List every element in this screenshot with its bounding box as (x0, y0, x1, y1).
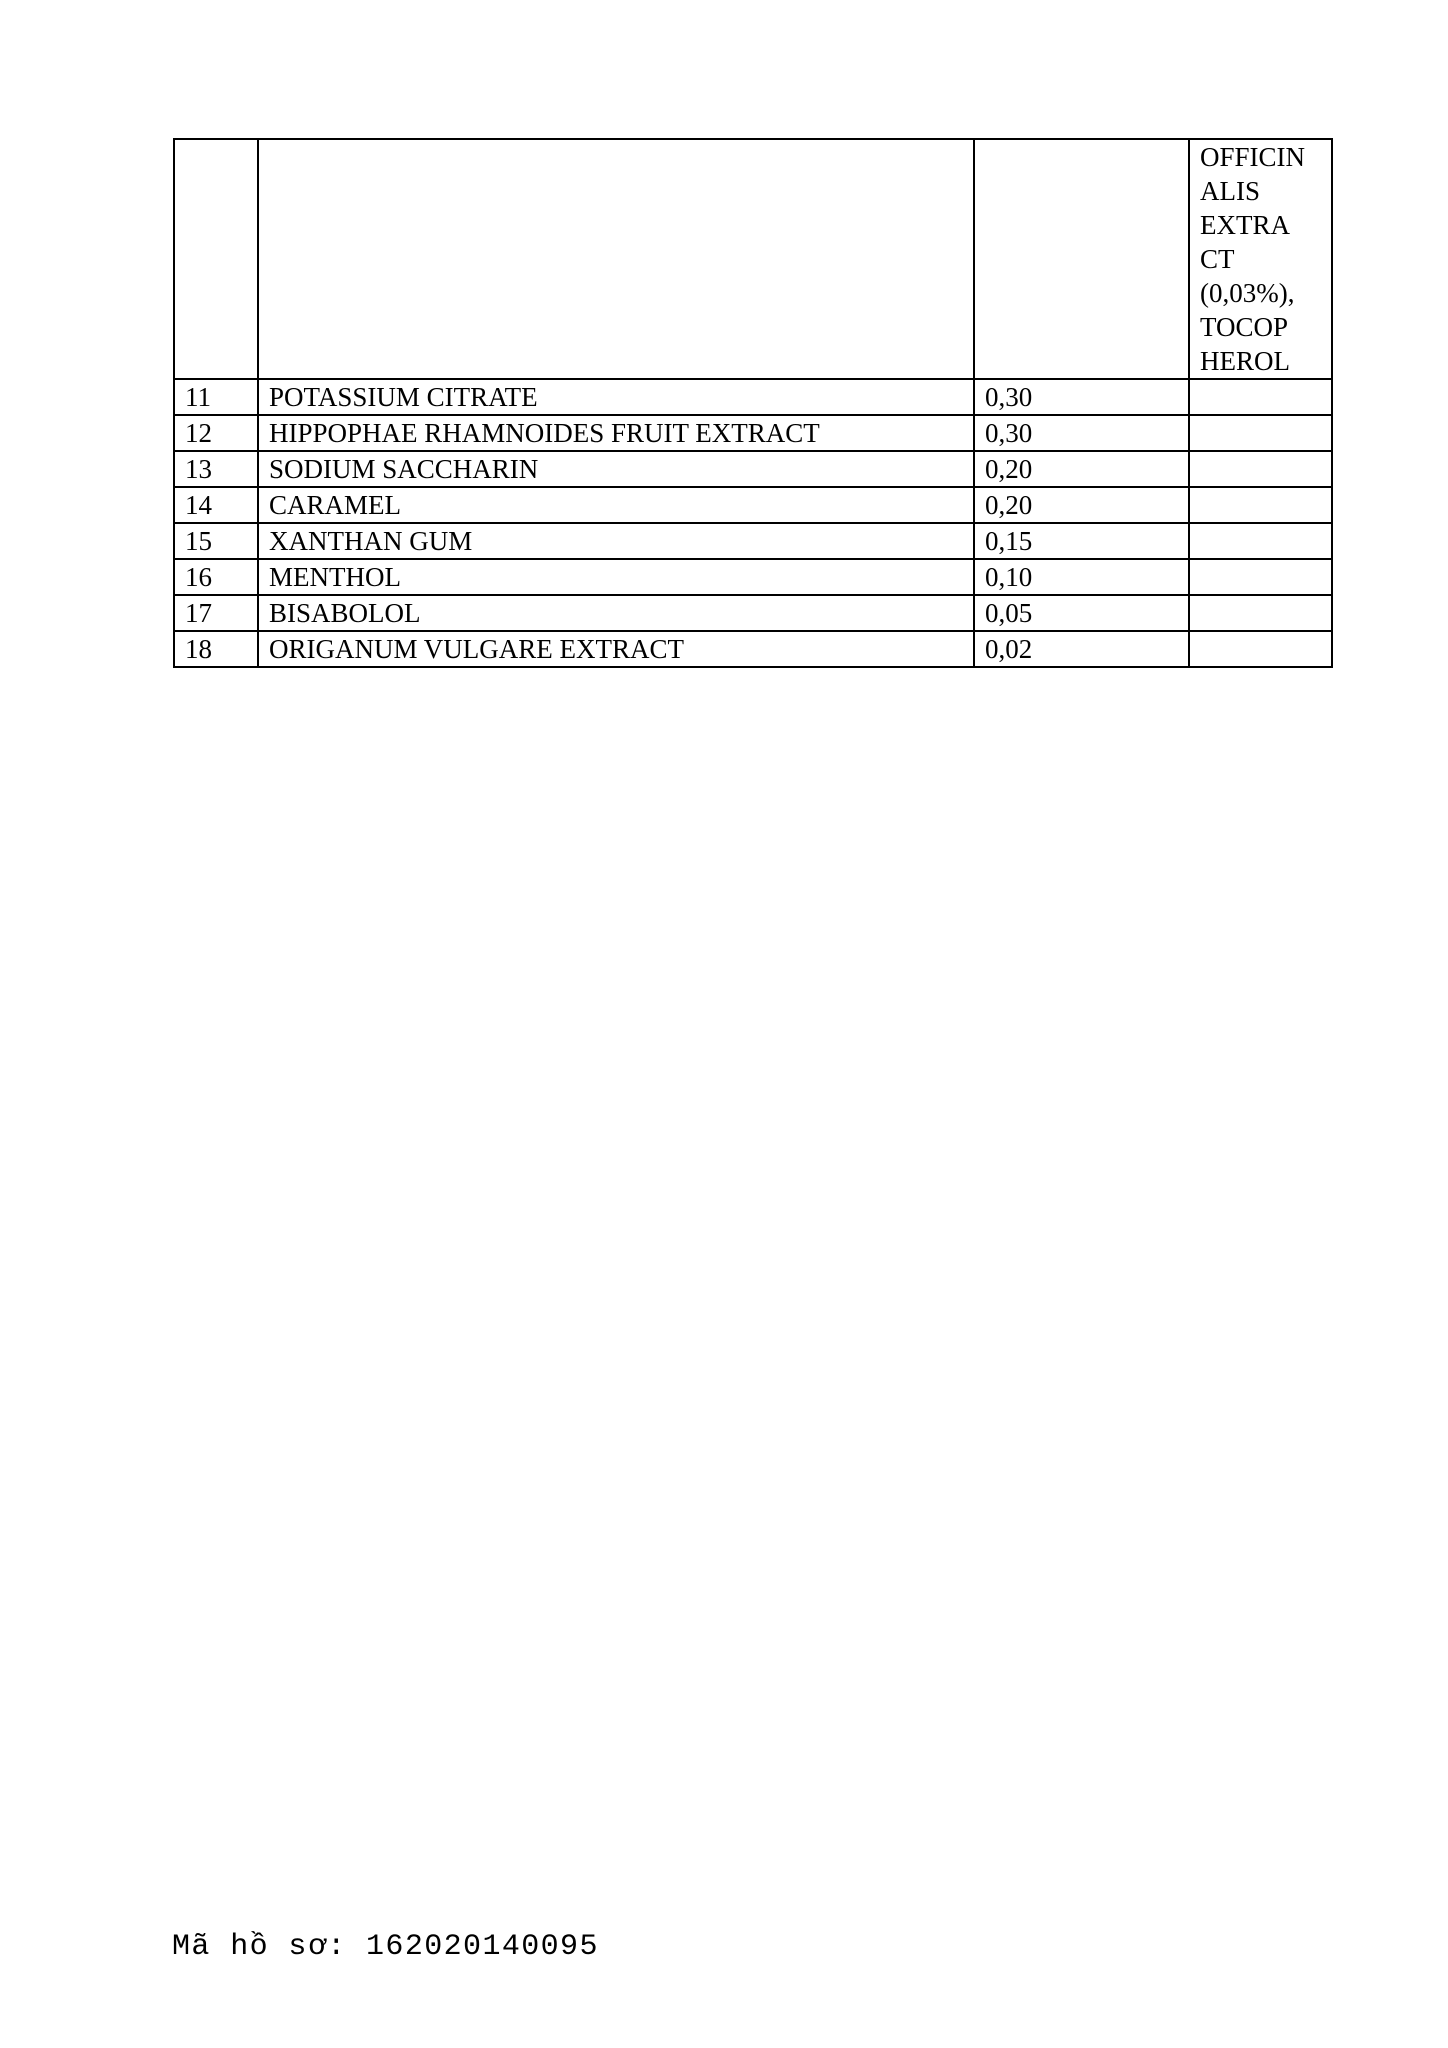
ingredient-name-cell: HIPPOPHAE RHAMNOIDES FRUIT EXTRACT (258, 415, 974, 451)
table-row (174, 595, 1332, 631)
ingredient-name-cell: POTASSIUM CITRATE (258, 379, 974, 415)
row-number-cell: 11 (174, 379, 258, 415)
note-cell (1189, 523, 1332, 559)
row-number-cell: 16 (174, 559, 258, 595)
note-cell (1189, 451, 1332, 487)
note-line: HEROL (1200, 346, 1290, 376)
table-row (174, 487, 1332, 523)
table-row (174, 451, 1332, 487)
row-number-cell (174, 139, 258, 379)
note-line: EXTRA (1200, 210, 1290, 240)
note-line: TOCOP (1200, 312, 1289, 342)
percent-cell: 0,10 (974, 559, 1189, 595)
table-row (174, 559, 1332, 595)
table-row (174, 523, 1332, 559)
percent-cell: 0,30 (974, 379, 1189, 415)
ingredient-name-cell: XANTHAN GUM (258, 523, 974, 559)
note-line: (0,03%), (1200, 278, 1295, 308)
table-row (174, 415, 1332, 451)
table-row-continuation (174, 139, 1332, 379)
row-number-cell: 17 (174, 595, 258, 631)
ingredient-name-cell: SODIUM SACCHARIN (258, 451, 974, 487)
percent-cell: 0,05 (974, 595, 1189, 631)
percent-cell: 0,15 (974, 523, 1189, 559)
ingredient-name-cell (258, 139, 974, 379)
note-cell (1189, 595, 1332, 631)
row-number-cell: 15 (174, 523, 258, 559)
dossier-code: Mã hồ sơ: 162020140095 (172, 1930, 599, 1964)
note-cell (1189, 487, 1332, 523)
note-line: ALIS (1200, 176, 1260, 206)
percent-cell (974, 139, 1189, 379)
percent-cell: 0,30 (974, 415, 1189, 451)
percent-cell: 0,20 (974, 451, 1189, 487)
note-cell (1189, 379, 1332, 415)
ingredient-name-cell: BISABOLOL (258, 595, 974, 631)
row-number-cell: 13 (174, 451, 258, 487)
ingredient-name-cell: CARAMEL (258, 487, 974, 523)
percent-cell: 0,20 (974, 487, 1189, 523)
row-number-cell: 14 (174, 487, 258, 523)
note-line: CT (1200, 244, 1235, 274)
row-number-cell: 12 (174, 415, 258, 451)
note-cell (1189, 415, 1332, 451)
table-row (174, 379, 1332, 415)
note-cell (1189, 631, 1332, 667)
row-number-cell: 18 (174, 631, 258, 667)
table-row (174, 631, 1332, 667)
percent-cell: 0,02 (974, 631, 1189, 667)
ingredient-name-cell: MENTHOL (258, 559, 974, 595)
ingredient-name-cell: ORIGANUM VULGARE EXTRACT (258, 631, 974, 667)
ingredients-table (173, 138, 1333, 668)
note-cell (1189, 139, 1332, 379)
note-line: OFFICIN (1200, 142, 1306, 172)
note-cell (1189, 559, 1332, 595)
